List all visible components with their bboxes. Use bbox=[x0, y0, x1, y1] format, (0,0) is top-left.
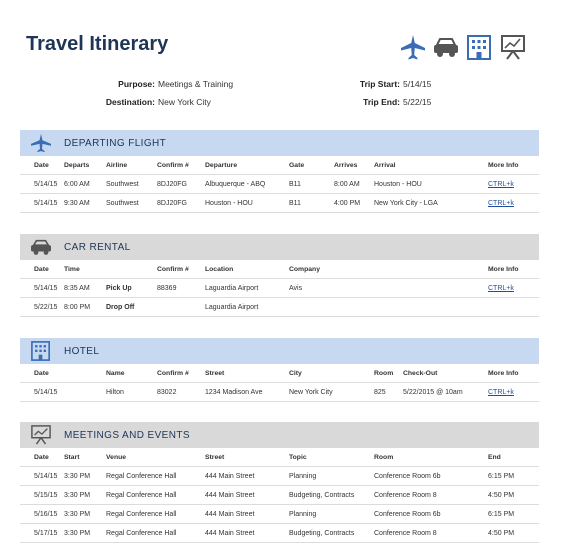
table-cell: Avis bbox=[289, 285, 303, 292]
table-cell: 5/16/15 bbox=[34, 511, 58, 518]
column-header: Date bbox=[34, 370, 49, 377]
purpose-value: Meetings & Training bbox=[158, 79, 234, 89]
column-header: Airline bbox=[106, 162, 128, 169]
table-cell: 444 Main Street bbox=[205, 473, 255, 480]
table-cell: Houston - HOU bbox=[205, 200, 253, 207]
table-cell: B11 bbox=[289, 200, 301, 207]
table-cell: 1234 Madison Ave bbox=[205, 389, 263, 396]
table-row bbox=[20, 175, 539, 194]
column-header: Street bbox=[205, 454, 225, 461]
column-header: Arrival bbox=[374, 162, 396, 169]
column-header: More Info bbox=[488, 266, 519, 273]
car-section bbox=[20, 234, 539, 317]
presentation-icon bbox=[28, 425, 54, 445]
column-header: Confirm # bbox=[157, 370, 189, 377]
column-header: Check-Out bbox=[403, 370, 438, 377]
table-cell: New York City - LGA bbox=[374, 200, 438, 207]
column-header: End bbox=[488, 454, 501, 461]
flight-section-title: DEPARTING FLIGHT bbox=[64, 138, 167, 149]
table-row bbox=[20, 486, 539, 505]
table-cell: Regal Conference Hall bbox=[106, 511, 177, 518]
meetings-header-row bbox=[20, 448, 539, 467]
hotel-header-row bbox=[20, 364, 539, 383]
column-header: Time bbox=[64, 266, 80, 273]
meetings-section-header bbox=[20, 422, 539, 448]
table-cell: Houston - HOU bbox=[374, 181, 422, 188]
table-row bbox=[20, 467, 539, 486]
column-header: Departure bbox=[205, 162, 238, 169]
table-row bbox=[20, 298, 539, 317]
column-header: Arrives bbox=[334, 162, 358, 169]
column-header: Name bbox=[106, 370, 125, 377]
table-cell: 5/15/15 bbox=[34, 492, 58, 499]
table-cell: 83022 bbox=[157, 389, 177, 396]
table-cell: 5/14/15 bbox=[34, 200, 58, 207]
table-cell: Pick Up bbox=[106, 285, 132, 292]
table-cell: 8:00 PM bbox=[64, 304, 91, 311]
table-cell: 444 Main Street bbox=[205, 492, 255, 499]
destination-field bbox=[60, 97, 211, 107]
table-cell: B11 bbox=[289, 181, 301, 188]
trip-start-value: 5/14/15 bbox=[403, 79, 432, 89]
column-header: Room bbox=[374, 370, 394, 377]
column-header: Date bbox=[34, 454, 49, 461]
column-header: Topic bbox=[289, 454, 307, 461]
car-icon bbox=[28, 237, 54, 257]
table-cell: Conference Room 6b bbox=[374, 511, 441, 518]
table-cell: 88369 bbox=[157, 285, 177, 292]
table-cell: Budgeting, Contracts bbox=[289, 530, 355, 537]
table-row bbox=[20, 383, 539, 402]
table-row bbox=[20, 524, 539, 543]
car-header-row bbox=[20, 260, 539, 279]
table-cell: 3:30 PM bbox=[64, 511, 91, 518]
table-cell: 5/22/15 bbox=[34, 304, 58, 311]
column-header: Confirm # bbox=[157, 266, 189, 273]
presentation-icon bbox=[499, 33, 527, 61]
table-cell: Albuquerque - ABQ bbox=[205, 181, 266, 188]
table-cell: 3:30 PM bbox=[64, 530, 91, 537]
column-header: Location bbox=[205, 266, 234, 273]
trip-end-label: Trip End: bbox=[363, 97, 400, 107]
column-header: Venue bbox=[106, 454, 127, 461]
table-cell: Planning bbox=[289, 473, 317, 480]
car-icon bbox=[432, 33, 460, 61]
trip-end-field bbox=[330, 97, 431, 107]
table-cell: 8DJ20FG bbox=[157, 181, 187, 188]
hotel-icon bbox=[465, 33, 493, 61]
table-cell: 825 bbox=[374, 389, 386, 396]
table-cell: 5/22/2015 @ 10am bbox=[403, 389, 463, 396]
more-info-link[interactable]: CTRL+k bbox=[488, 389, 514, 396]
hotel-icon bbox=[28, 341, 54, 361]
car-section-title: CAR RENTAL bbox=[64, 242, 131, 253]
hotel-section-title: HOTEL bbox=[64, 346, 100, 357]
column-header: Date bbox=[34, 266, 49, 273]
flight-section bbox=[20, 130, 539, 213]
table-cell: 3:30 PM bbox=[64, 492, 91, 499]
table-cell: 9:30 AM bbox=[64, 200, 90, 207]
table-cell: 8DJ20FG bbox=[157, 200, 187, 207]
column-header: City bbox=[289, 370, 302, 377]
column-header: Room bbox=[374, 454, 394, 461]
airplane-icon bbox=[399, 33, 427, 61]
more-info-link[interactable]: CTRL+k bbox=[488, 200, 514, 207]
table-cell: Laguardia Airport bbox=[205, 304, 259, 311]
table-cell: 4:50 PM bbox=[488, 492, 515, 499]
column-header: Gate bbox=[289, 162, 305, 169]
trip-start-field bbox=[330, 79, 431, 89]
table-cell: Laguardia Airport bbox=[205, 285, 259, 292]
column-header: Start bbox=[64, 454, 80, 461]
table-cell: 3:30 PM bbox=[64, 473, 91, 480]
table-cell: 5/14/15 bbox=[34, 181, 58, 188]
purpose-field bbox=[60, 79, 233, 89]
table-cell: Southwest bbox=[106, 200, 139, 207]
table-cell: 8:00 AM bbox=[334, 181, 360, 188]
destination-value: New York City bbox=[158, 97, 211, 107]
header-icons bbox=[399, 33, 529, 61]
table-cell: Budgeting, Contracts bbox=[289, 492, 355, 499]
table-row bbox=[20, 505, 539, 524]
table-cell: 6:15 PM bbox=[488, 511, 515, 518]
table-cell: 6:15 PM bbox=[488, 473, 515, 480]
table-cell: Drop Off bbox=[106, 304, 135, 311]
table-cell: New York City bbox=[289, 389, 333, 396]
airplane-icon bbox=[28, 133, 54, 153]
meetings-section bbox=[20, 422, 539, 543]
column-header: Date bbox=[34, 162, 49, 169]
column-header: More Info bbox=[488, 162, 519, 169]
table-row bbox=[20, 194, 539, 213]
table-cell: 6:00 AM bbox=[64, 181, 90, 188]
meetings-section-title: MEETINGS AND EVENTS bbox=[64, 430, 190, 441]
table-cell: 4:00 PM bbox=[334, 200, 361, 207]
table-cell: Conference Room 6b bbox=[374, 473, 441, 480]
table-row bbox=[20, 279, 539, 298]
trip-end-value: 5/22/15 bbox=[403, 97, 432, 107]
trip-start-label: Trip Start: bbox=[359, 79, 400, 89]
table-cell: 444 Main Street bbox=[205, 530, 255, 537]
table-cell: Hilton bbox=[106, 389, 124, 396]
table-cell: 4:50 PM bbox=[488, 530, 515, 537]
table-cell: 8:35 AM bbox=[64, 285, 90, 292]
flight-header-row bbox=[20, 156, 539, 175]
table-cell: Southwest bbox=[106, 181, 139, 188]
table-cell: 5/14/15 bbox=[34, 389, 58, 396]
more-info-link[interactable]: CTRL+k bbox=[488, 181, 514, 188]
table-cell: Regal Conference Hall bbox=[106, 473, 177, 480]
table-cell: 5/14/15 bbox=[34, 473, 58, 480]
column-header: Company bbox=[289, 266, 320, 273]
table-cell: 444 Main Street bbox=[205, 511, 255, 518]
hotel-section bbox=[20, 338, 539, 402]
column-header: Street bbox=[205, 370, 225, 377]
more-info-link[interactable]: CTRL+k bbox=[488, 285, 514, 292]
table-cell: Planning bbox=[289, 511, 317, 518]
column-header: Departs bbox=[64, 162, 90, 169]
table-cell: Conference Room 8 bbox=[374, 530, 437, 537]
hotel-section-header bbox=[20, 338, 539, 364]
table-cell: Conference Room 8 bbox=[374, 492, 437, 499]
column-header: Confirm # bbox=[157, 162, 189, 169]
page-title: Travel Itinerary bbox=[26, 33, 169, 55]
table-cell: 5/14/15 bbox=[34, 285, 58, 292]
table-cell: Regal Conference Hall bbox=[106, 492, 177, 499]
car-section-header bbox=[20, 234, 539, 260]
table-cell: Regal Conference Hall bbox=[106, 530, 177, 537]
purpose-label: Purpose: bbox=[118, 79, 155, 89]
column-header: More Info bbox=[488, 370, 519, 377]
flight-section-header bbox=[20, 130, 539, 156]
table-cell: 5/17/15 bbox=[34, 530, 58, 537]
destination-label: Destination: bbox=[105, 97, 155, 107]
